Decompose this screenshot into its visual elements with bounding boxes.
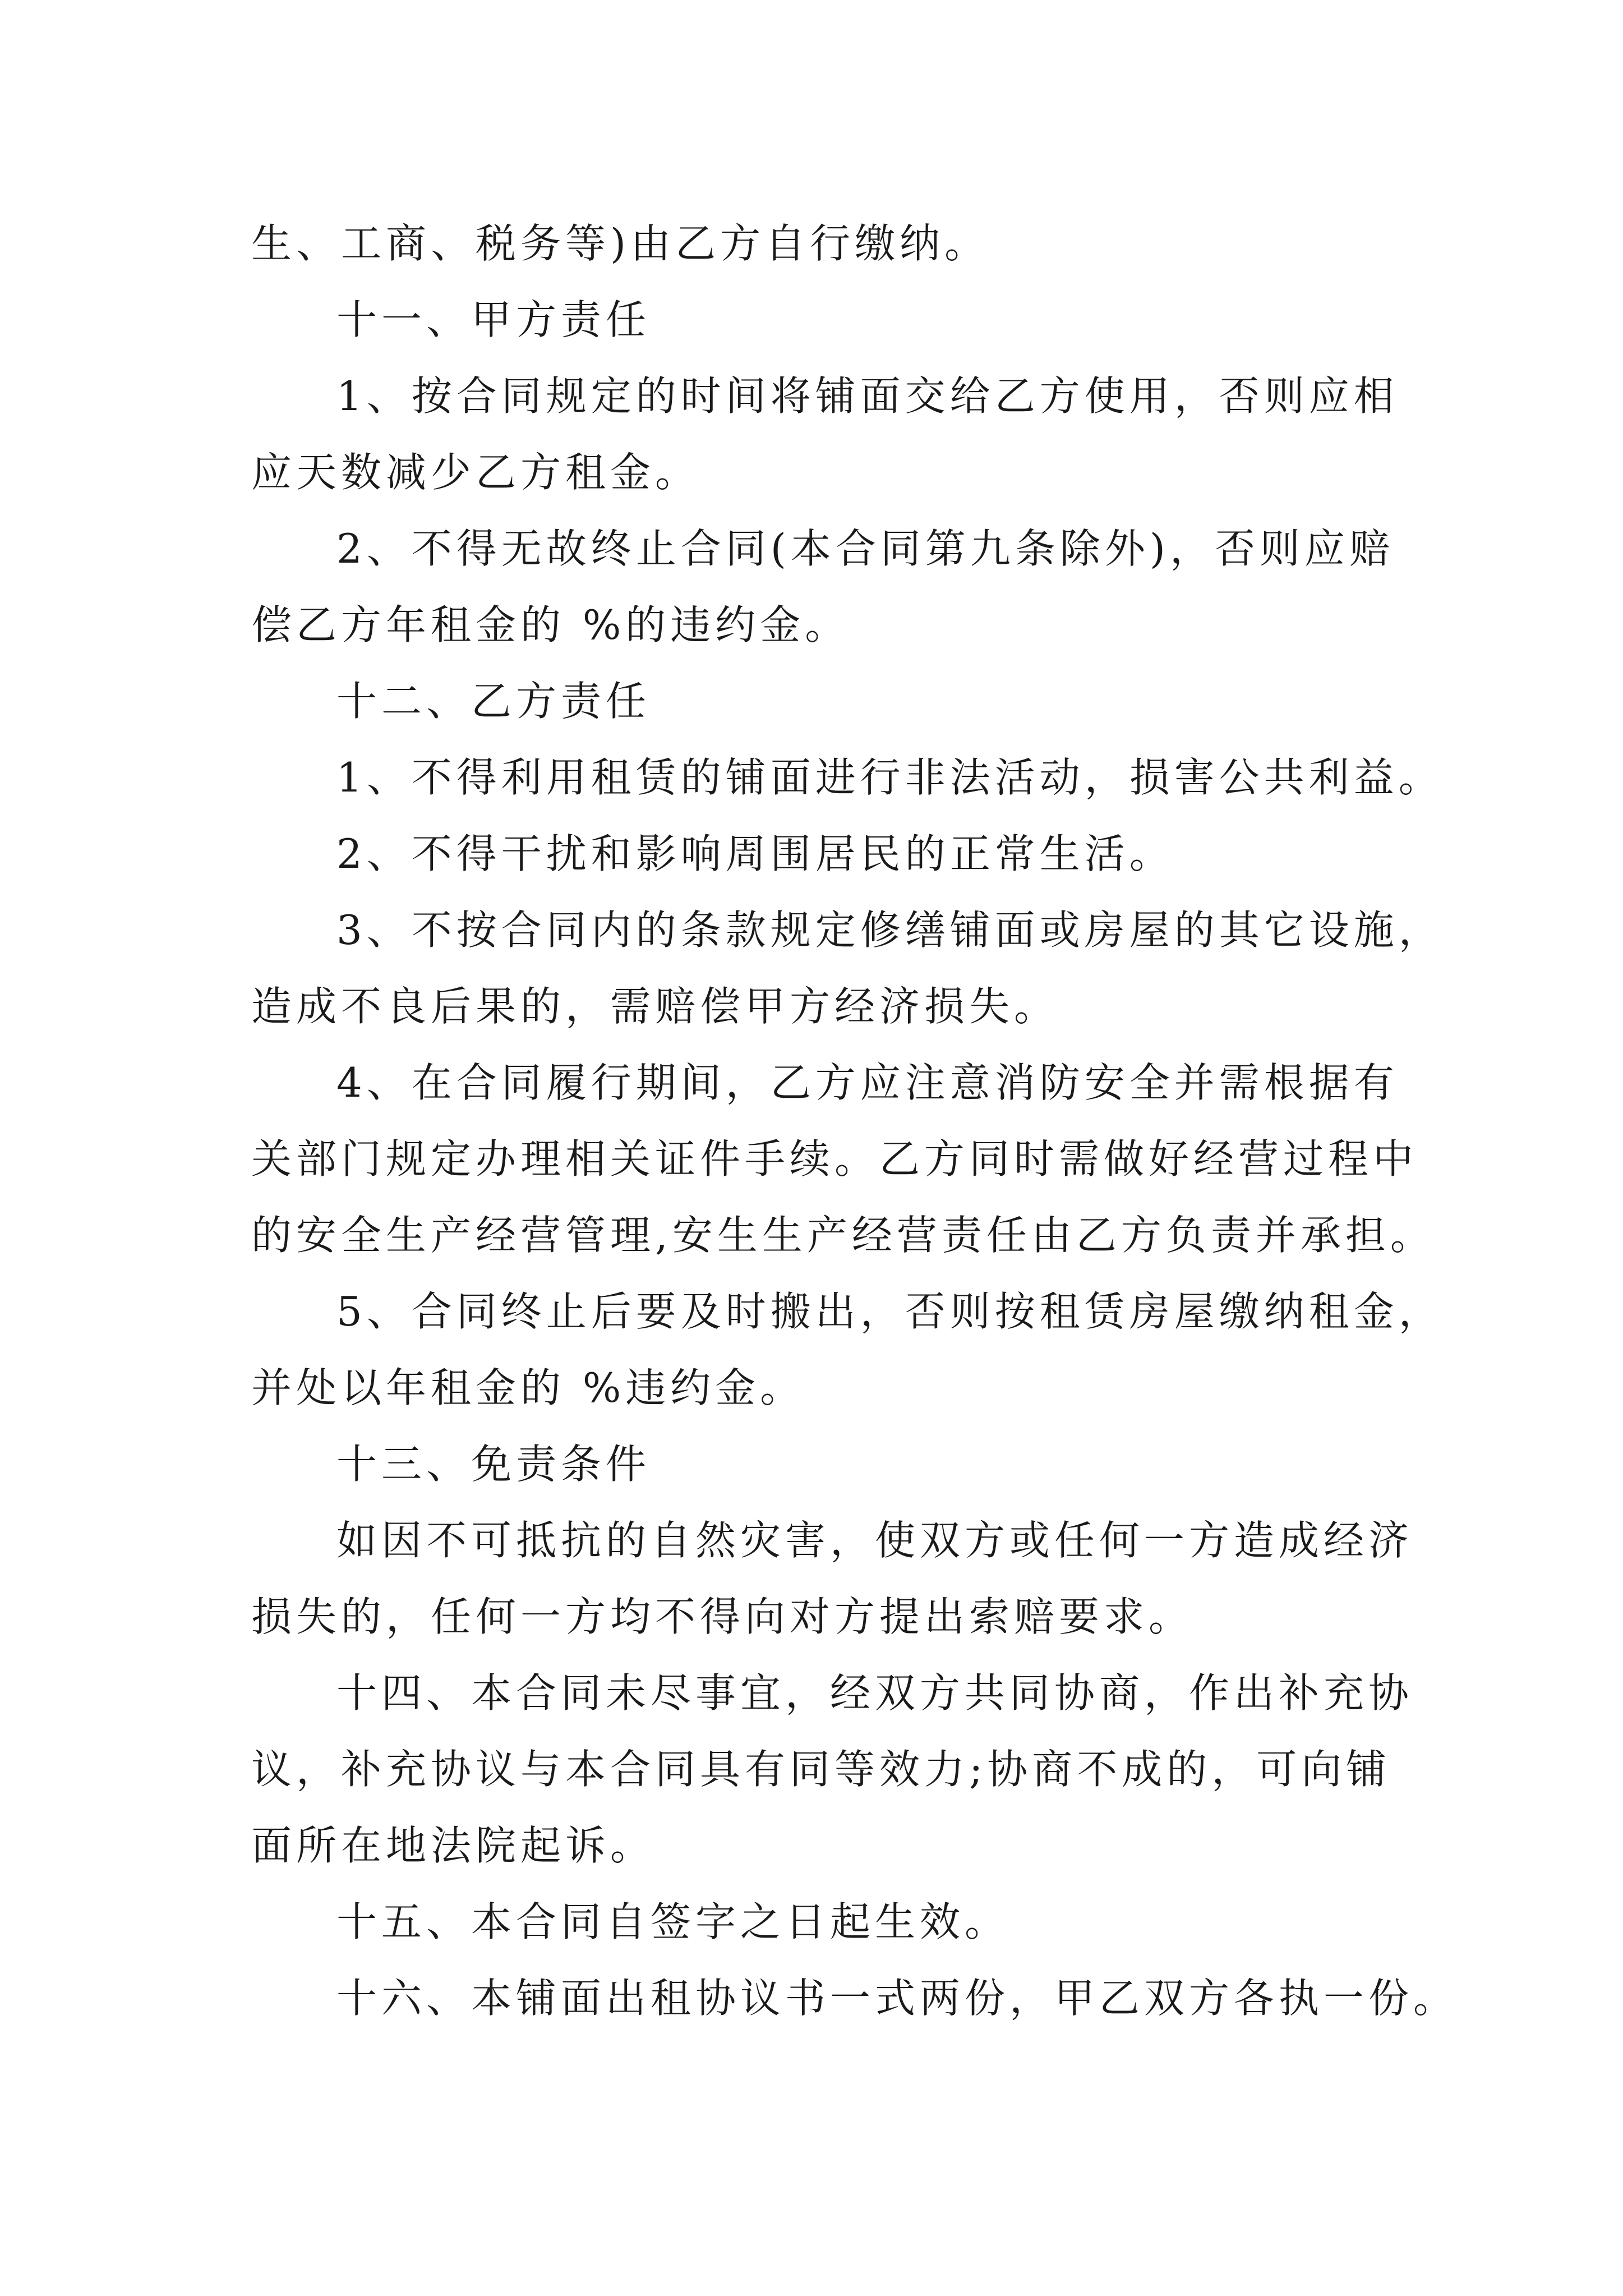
section-heading: 十三、免责条件 — [336, 1441, 651, 1488]
text-line: 2、不得无故终止合同(本合同第九条除外)，否则应赔 — [336, 525, 1394, 572]
text-line: 损失的，任何一方均不得向对方提出索赔要求。 — [251, 1593, 1194, 1640]
text-line: 议，补充协议与本合同具有同等效力;协商不成的，可向铺 — [251, 1746, 1391, 1793]
contract-body — [251, 205, 1459, 2036]
text-line: 并处以年租金的 %违约金。 — [251, 1364, 805, 1411]
text-line: 4、在合同履行期间，乙方应注意消防安全并需根据有 — [336, 1059, 1399, 1106]
text-line: 3、不按合同内的条款规定修缮铺面或房屋的其它设施， — [336, 907, 1444, 954]
section-heading: 十一、甲方责任 — [336, 296, 651, 343]
text-line: 应天数减少乙方租金。 — [251, 449, 700, 496]
text-line: 生、工商、税务等)由乙方自行缴纳。 — [251, 220, 990, 267]
text-line: 的安全生产经营管理,安生生产经营责任由乙方负责并承担。 — [251, 1212, 1435, 1259]
text-line: 十四、本合同未尽事宜，经双方共同协商，作出补充协 — [336, 1669, 1414, 1717]
section-heading: 十二、乙方责任 — [336, 678, 651, 725]
text-line: 2、不得干扰和影响周围居民的正常生活。 — [336, 830, 1174, 877]
text-line: 如因不可抵抗的自然灾害，使双方或任何一方造成经济 — [336, 1517, 1414, 1564]
text-line: 偿乙方年租金的 %的违约金。 — [251, 601, 850, 648]
text-line: 1、不得利用租赁的铺面进行非法活动，损害公共利益。 — [336, 754, 1444, 801]
text-line: 十五、本合同自签字之日起生效。 — [336, 1898, 1010, 1945]
text-line: 关部门规定办理相关证件手续。乙方同时需做好经营过程中 — [251, 1135, 1418, 1182]
text-line: 十六、本铺面出租协议书一式两份，甲乙双方各执一份。 — [336, 1975, 1459, 2022]
text-line: 5、合同终止后要及时搬出，否则按租赁房屋缴纳租金， — [336, 1288, 1444, 1335]
text-line: 造成不良后果的，需赔偿甲方经济损失。 — [251, 983, 1059, 1030]
text-line: 面所在地法院起诉。 — [251, 1822, 656, 1869]
text-line: 1、按合同规定的时间将铺面交给乙方使用，否则应相 — [336, 372, 1399, 420]
